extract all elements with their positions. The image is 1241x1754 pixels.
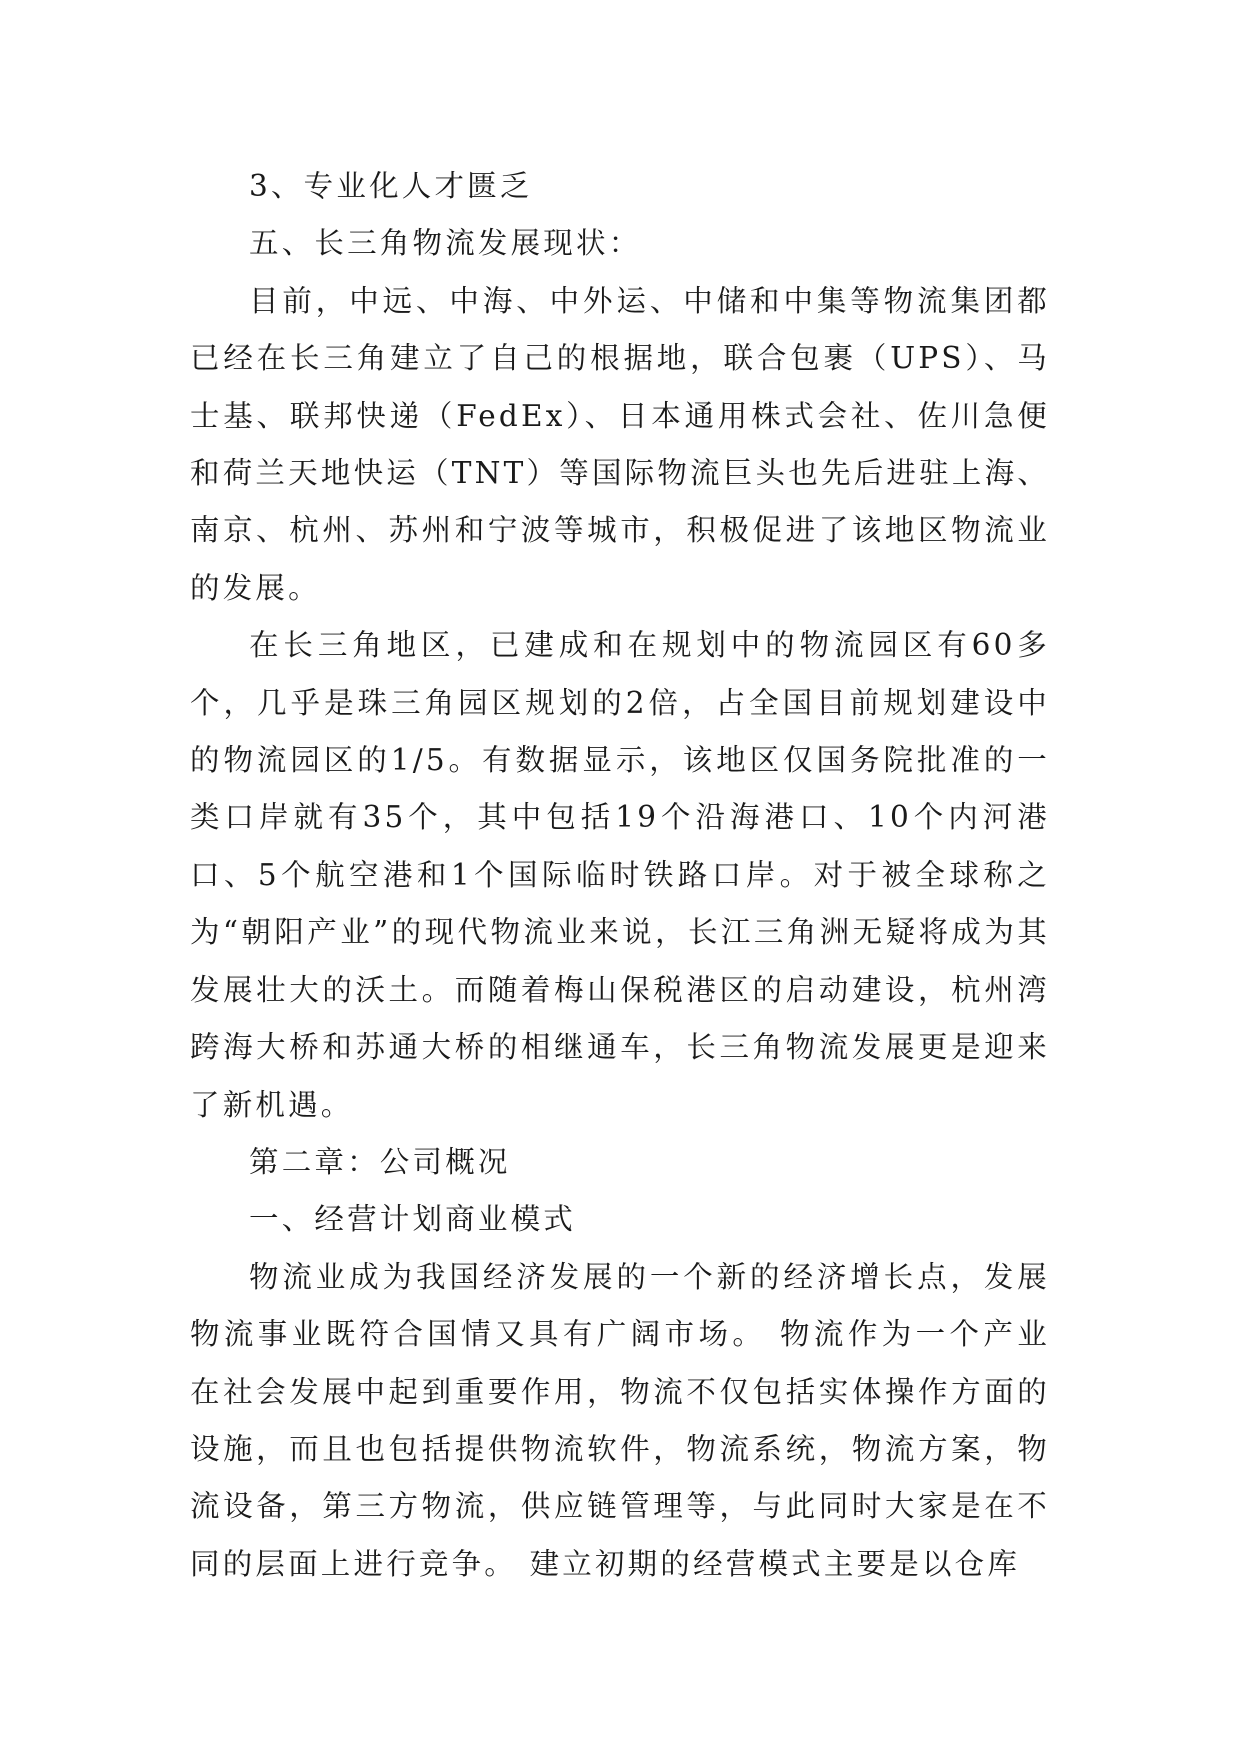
paragraph-logistics-industry: 物流业成为我国经济发展的一个新的经济增长点，发展物流事业既符合国情又具有广阔市场。 物流作为一个产业在社会发展中起到重要作用，物流不仅包括实体操作方面的设施，而且也包括提供物流软件，物流系统，物流方案，物流设备，第三方物流，供应链管理等，与此同时大家是在不同的层面上进行竞争。 建立初期的经营模式主要是以仓库 [190,1259,1050,1581]
section-heading-yrd-logistics-status: 五、长三角物流发展现状： [249,226,642,261]
section-heading-talent-shortage: 3、专业化人才匮乏 [249,169,533,203]
paragraph-logistics-parks: 在长三角地区，已建成和在规划中的物流园区有60多个，几乎是珠三角园区规划的2倍，占全国目前规划建设中的物流园区的1/5。有数据显示，该地区仅国务院批准的一类口岸就有35个，其中包括19个沿海港口、10个内河港口、5个航空港和1个国际临时铁路口岸。对于被全球称之为“朝阳产业”的现代物流业来说，长江三角洲无疑将成为其发展壮大的沃土。而随着梅山保税港区的启动建设，杭州湾跨海大桥和苏通大桥的相继通车，长三角物流发展更是迎来了新机遇。 [190,628,1050,1122]
paragraph-logistics-groups: 目前，中远、中海、中外运、中储和中集等物流集团都已经在长三角建立了自己的根据地，联合包裹（UPS）、马士基、联邦快递（FedEx）、日本通用株式会社、佐川急便和荷兰天地快运（TNT）等国际物流巨头也先后进驻上海、南京、杭州、苏州和宁波等城市，积极促进了该地区物流业的发展。 [190,283,1050,605]
chapter-heading-company-overview: 第二章：公司概况 [249,1144,511,1179]
document-body [190,158,1050,1593]
section-heading-business-model: 一、经营计划商业模式 [249,1202,577,1237]
